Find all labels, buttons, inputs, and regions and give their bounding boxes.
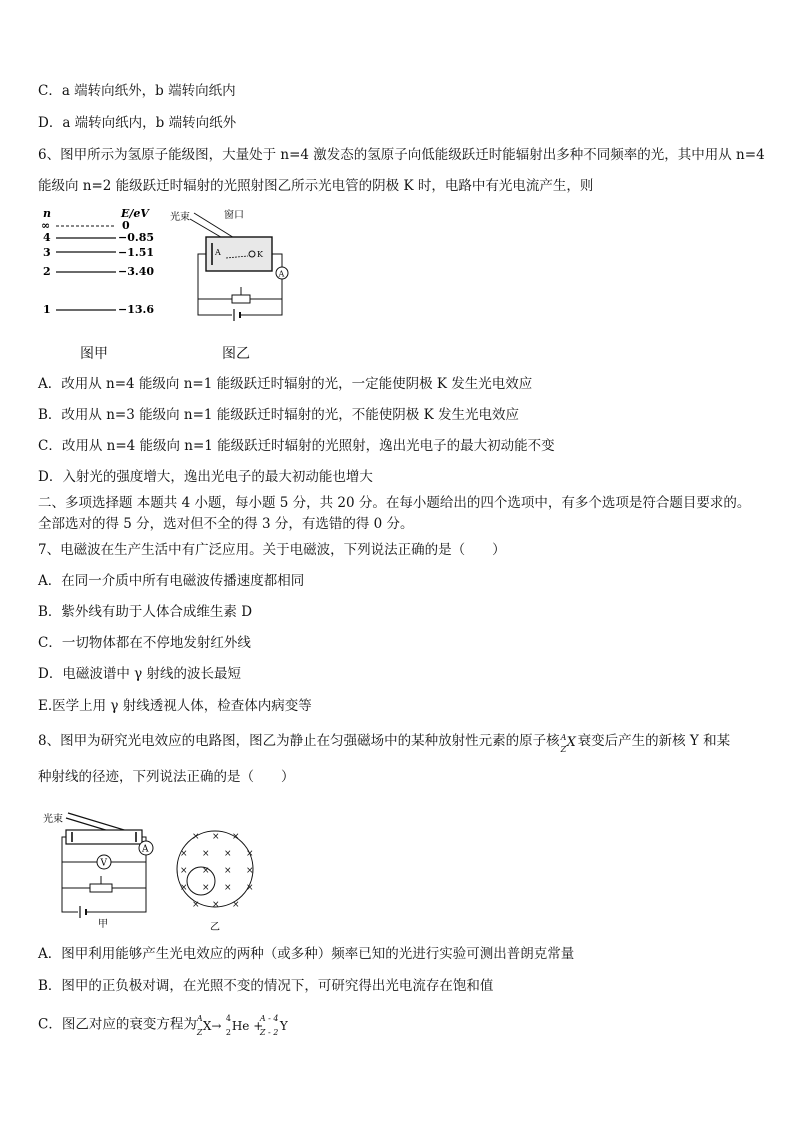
q7-option-e: E.医学上用 γ 射线透视人体，检查体内病变等: [38, 698, 312, 714]
q8-ammeter-label: A: [142, 844, 149, 855]
field-cross: ×: [202, 866, 210, 876]
q5-option-d: D．a 端转向纸内，b 端转向纸外: [38, 115, 237, 131]
q8-option-c: [38, 1014, 287, 1036]
field-cross: ×: [212, 900, 220, 910]
wire-right: [272, 254, 282, 267]
q6-option-d: D．入射光的强度增大，逸出光电子的最大初动能也增大: [38, 469, 373, 485]
anode-label: A: [215, 248, 221, 257]
q7-option-c: C．一切物体都在不停地发射红外线: [38, 635, 251, 651]
field-cross: ×: [232, 832, 240, 842]
rheostat: [232, 295, 250, 303]
small-track: [187, 867, 215, 895]
q6-stem-line1: 6、图甲所示为氢原子能级图，大量处于 n=4 激发态的氢原子向低能级跃迁时能辐射出多种不同频率的光，其中用从 n=4: [38, 147, 765, 163]
q7-option-d: D．电磁波谱中 γ 射线的波长最短: [38, 666, 241, 682]
col-energy-label: E/eV: [121, 207, 149, 220]
q8-stem-part2: 衰变后产生的新核 Y 和某: [577, 733, 731, 749]
q8-beam-label: 光束: [43, 814, 63, 825]
nucleus-symbol: A Z X: [560, 732, 576, 754]
q7-stem: 7、电磁波在生产生活中有广泛应用。关于电磁波，下列说法正确的是（ ）: [38, 542, 506, 558]
field-cross: ×: [180, 866, 188, 876]
q8-stem-line1: [38, 732, 731, 754]
col-n-label: n: [43, 207, 51, 220]
level-3-n: 3: [43, 246, 51, 259]
level-inf-n: ∞: [41, 219, 51, 232]
energy-level-diagram: [36, 205, 166, 325]
q7-option-b: B．紫外线有助于人体合成维生素 D: [38, 604, 253, 620]
field-cross: ×: [246, 849, 254, 859]
field-cross: ×: [202, 849, 210, 859]
q7-option-a: A．在同一介质中所有电磁波传播速度都相同: [38, 573, 305, 589]
magnetic-field-tracks: [172, 826, 262, 934]
level-1-n: 1: [43, 303, 51, 316]
q8-option-c-prefix: C．图乙对应的衰变方程为: [38, 1016, 197, 1033]
level-inf-e: 0: [122, 219, 130, 232]
q8-option-b: B．图甲的正负极对调，在光照不变的情况下，可研究得出光电流存在饱和值: [38, 978, 494, 994]
q8-voltmeter-label: V: [100, 858, 107, 869]
level-3-e: −1.51: [118, 246, 155, 259]
beam-label: 光束: [170, 212, 190, 223]
fig-yi-caption: 图乙: [222, 346, 250, 362]
field-cross: ×: [224, 883, 232, 893]
fig-jia-caption: 图甲: [80, 346, 108, 362]
field-cross: ×: [192, 900, 200, 910]
large-track: [177, 831, 253, 907]
q8-fig-yi-caption: 乙: [210, 922, 220, 933]
q6-stem-line2: 能级向 n=2 能级跃迁时辐射的光照射图乙所示光电管的阴极 K 时，电路中有光电流产生，则: [38, 178, 594, 194]
field-cross: ×: [232, 900, 240, 910]
q6-option-a: A．改用从 n=4 能级向 n=1 能级跃迁时辐射的光，一定能使阴极 K 发生光电效应: [38, 376, 533, 392]
q8-option-a: A．图甲利用能够产生光电效应的两种（或多种）频率已知的光进行实验可测出普朗克常量: [38, 946, 575, 962]
level-1-e: −13.6: [118, 303, 155, 316]
field-cross: ×: [224, 866, 232, 876]
q6-option-b: B．改用从 n=3 能级向 n=1 能级跃迁时辐射的光，不能使阴极 K 发生光电效应: [38, 407, 519, 423]
window-label: 窗口: [224, 210, 244, 221]
field-cross: ×: [212, 832, 220, 842]
level-4-n: 4: [43, 231, 51, 244]
q8-rheostat: [90, 884, 112, 892]
field-cross: ×: [224, 849, 232, 859]
cathode-label: K: [257, 250, 263, 259]
field-cross: ×: [180, 849, 188, 859]
q8-phototube: [66, 830, 142, 844]
q8-wire-left: [62, 837, 78, 912]
field-cross: ×: [246, 883, 254, 893]
q8-fig-jia-caption: 甲: [98, 919, 108, 930]
photoelectric-circuit: [42, 810, 162, 930]
q8-wire-right: [142, 837, 146, 841]
field-cross: ×: [192, 832, 200, 842]
q5-option-c: C．a 端转向纸外，b 端转向纸内: [38, 83, 236, 99]
field-cross: ×: [246, 866, 254, 876]
level-2-n: 2: [43, 265, 51, 278]
wire-right-down: [246, 279, 282, 315]
field-cross: ×: [202, 883, 210, 893]
section2-line1: 二、多项选择题 本题共 4 小题，每小题 5 分，共 20 分。在每小题给出的四个选项中，有多个选项是符合题目要求的。: [38, 495, 751, 511]
q6-option-c: C．改用从 n=4 能级向 n=1 能级跃迁时辐射的光照射，逸出光电子的最大初动能不变: [38, 438, 555, 454]
field-cross: ×: [180, 883, 188, 893]
section2-line2: 全部选对的得 5 分，选对但不全的得 3 分，有选错的得 0 分。: [38, 516, 414, 532]
ammeter-label: A: [278, 269, 285, 279]
q8-stem-part1: 8、图甲为研究光电效应的电路图，图乙为静止在匀强磁场中的某种放射性元素的原子核: [38, 733, 560, 749]
phototube-circuit: [168, 207, 298, 327]
q8-stem-line2: 种射线的径迹，下列说法正确的是（ ）: [38, 769, 295, 785]
level-2-e: −3.40: [118, 265, 155, 278]
level-4-e: −0.85: [118, 231, 155, 244]
decay-equation: A Z X→ 4 2 He + A - 4 Z - 2 Y: [196, 1014, 288, 1037]
